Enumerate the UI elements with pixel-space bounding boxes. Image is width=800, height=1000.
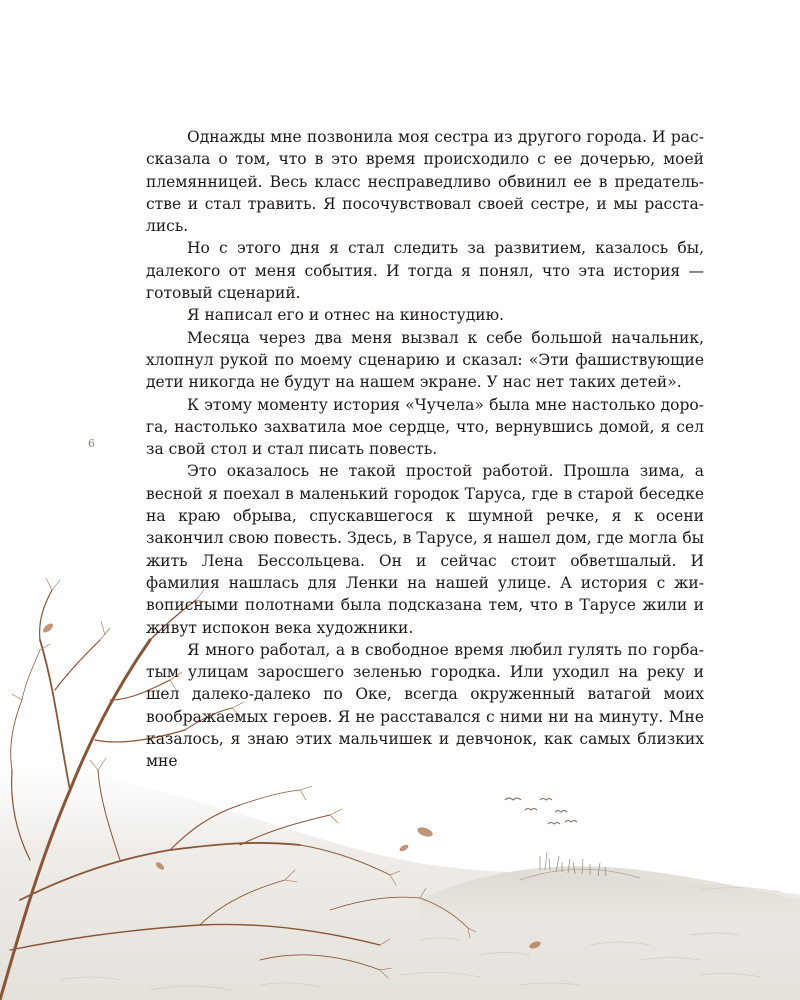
page-number: 6 <box>88 437 95 450</box>
birds <box>505 798 577 824</box>
paragraph: Месяца через два меня вызвал к себе большой начальник, хлопнул рукой по моему сценарию и сказал: «Эти фашиствующие дети никогда не будут на нашем экране. У нас нет таких детей». <box>146 328 704 392</box>
main-text <box>146 126 704 773</box>
paragraph: К этому моменту история «Чучела» была мне настолько дорога, настолько захватила мое сердце, что, вернувшись домой, я сел за свой стол и стал писать повесть. <box>146 395 704 459</box>
paragraph: Это оказалось не такой простой работой. Прошла зима, а весной я поехал в маленький городок Таруса, где в старой беседке на краю обрыва, спускавшегося к шумной речке, я к осени закончил свою повесть. Здесь, в Тарусе, я нашел дом, где могла бы жить Лена Бессольцева. Он и сейчас стоит обветшалый. И фамилия нашлась для Ленки на нашей улице. А история с живописными полотнами была подсказана тем, что в Тарусе жили и живут испокон века художники. <box>146 462 704 637</box>
paragraph: Я написал его и отнес на киностудию. <box>187 306 505 325</box>
paragraph: Однажды мне позвонила моя сестра из другого города. И рассказала о том, что в это время происходило с ее дочерью, моей племянницей. Весь класс несправедливо обвинил ее в предательстве и стал травить. Я посочувствовал своей сестре, и мы расстались. <box>146 128 704 236</box>
paragraph: Но с этого дня я стал следить за развитием, казалось бы, далекого от меня события. И тогда я понял, что эта история — готовый сценарий. <box>146 239 704 303</box>
paragraph: Я много работал, а в свободное время любил гулять по горбатым улицам заросшего зеленью городка. Или уходил на реку и шел далеко-далеко по Оке, всегда окруженный ватагой моих воображаемых героев. Я не расставался с ними ни на минуту. Мне казалось, я знаю этих мальчишек и девчонок, как самых близких мне <box>146 640 704 771</box>
